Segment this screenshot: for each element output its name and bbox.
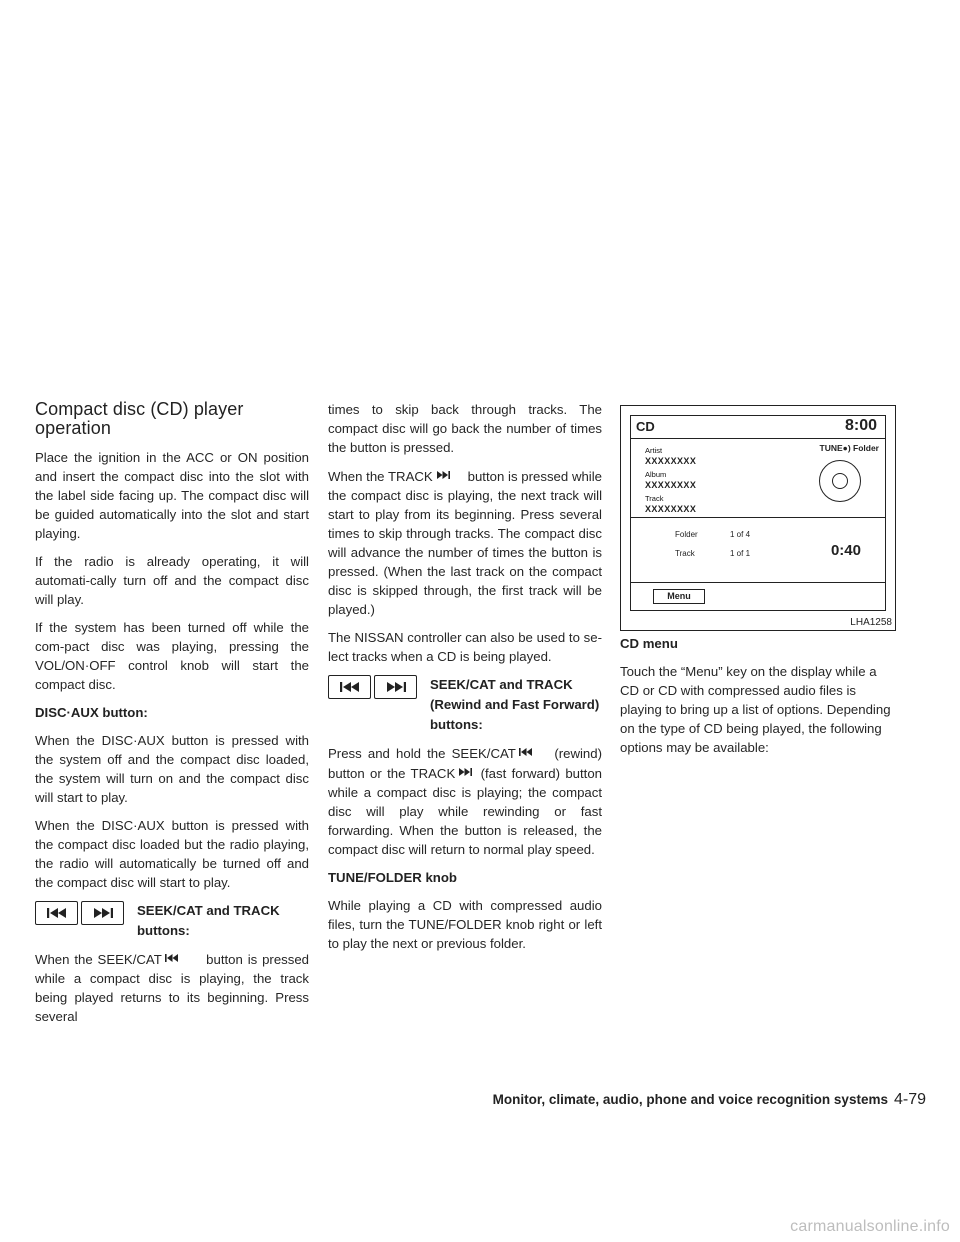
button-pair-illustration: [35, 901, 127, 925]
column-2: [328, 400, 602, 962]
cd-display-figure: [620, 405, 896, 631]
skip-back-icon: [35, 901, 78, 925]
paragraph: If the radio is already operating, it will automati-cally turn off and the compact disc will play.: [35, 554, 309, 607]
paragraph: If the system has been turned off while the com-pact disc was playing, pressing the VOL/ON·OFF control knob will start the compact disc.: [35, 620, 309, 692]
tune-folder-hint: TUNE●) Folder: [819, 443, 879, 453]
paragraph: [328, 743, 602, 859]
page-number: 4-79: [893, 1091, 926, 1108]
button-pair-illustration: [328, 675, 420, 699]
skip-back-icon: [164, 949, 180, 959]
paragraph: Place the ignition in the ACC or ON position and insert the compact disc into the slot with the label side facing up. The compact disc will be guided automatically into the slot and start playing.: [35, 450, 309, 541]
divider: [631, 582, 885, 583]
album-label: Album: [645, 470, 667, 479]
figure-code: LHA1258: [850, 617, 892, 628]
menu-button[interactable]: Menu: [653, 589, 705, 604]
cd-display-screen: [630, 415, 886, 611]
section-title: Compact disc (CD) player operation: [35, 399, 244, 438]
text-run: (fast forward) button while a compact disc is playing; the compact disc will play while rewinding or fast forwarding. When the button is released, the compact disc will return to normal play speed.: [328, 766, 602, 857]
column-3: [620, 634, 896, 766]
folder-label: Folder: [675, 530, 698, 539]
skip-forward-icon: [81, 901, 124, 925]
text-run: (rewind) button or the TRACK: [328, 746, 602, 781]
paragraph: The NISSAN controller can also be used to se-lect tracks when a CD is being played.: [328, 630, 602, 664]
paragraph: When the DISC·AUX button is pressed with the system off and the compact disc loaded, the system will turn on and the compact disc will start to play.: [35, 733, 309, 805]
text-run: When the TRACK: [328, 469, 433, 484]
elapsed-time: 0:40: [830, 542, 861, 559]
paragraph: When the DISC·AUX button is pressed with the compact disc loaded but the radio playing, the radio will automatically be turned off and the compact disc will start to play.: [35, 818, 309, 890]
track-label: Track: [645, 494, 664, 503]
column-1: [35, 400, 309, 1035]
source-label: CD: [636, 419, 655, 434]
folder-count: 1 of 4: [730, 530, 751, 539]
album-value: XXXXXXXX: [645, 480, 697, 490]
paragraph: Touch the “Menu” key on the display while a CD or CD with compressed audio files is playing to bring up a list of options. Depending on the type of CD being played, the following options may be available:: [620, 664, 891, 755]
disc-hub: [832, 473, 848, 489]
disc-aux-heading: DISC·AUX button:: [35, 705, 148, 720]
text-run: When the SEEK/CAT: [35, 952, 162, 967]
paragraph: [35, 949, 309, 1026]
page-footer: [493, 1091, 926, 1109]
seek-track-buttons-row: [35, 901, 309, 941]
track-count: 1 of 1: [730, 549, 751, 558]
disc-icon: [819, 460, 861, 502]
rewind-forward-heading: SEEK/CAT and TRACK (Rewind and Fast Forward) buttons:: [430, 677, 600, 732]
seek-track-heading: SEEK/CAT and TRACK buttons:: [137, 903, 280, 938]
tune-folder-heading: TUNE/FOLDER knob: [328, 870, 457, 885]
watermark: carmanualsonline.info: [790, 1218, 950, 1235]
rewind-forward-buttons-row: [328, 675, 602, 735]
clock: 8:00: [844, 417, 877, 434]
skip-forward-icon: [435, 466, 451, 476]
track-value: XXXXXXXX: [645, 504, 697, 514]
footer-section-name: Monitor, climate, audio, phone and voice recognition systems: [492, 1092, 888, 1107]
cd-menu-heading: CD menu: [620, 636, 678, 651]
text-run: button is pressed while the compact disc is playing, the next track will start to play from its beginning. Press several times to skip through tracks. The compact disc will advance the number of times the button is pressed. (When the last track on the compact disc is skipped through, the first track will be played.): [328, 469, 602, 617]
track-count-label: Track: [675, 549, 695, 558]
paragraph: times to skip back through tracks. The compact disc will go back the number of times the button is pressed.: [328, 402, 602, 455]
paragraph: While playing a CD with compressed audio files, turn the TUNE/FOLDER knob right or left to play the next or previous folder.: [328, 898, 602, 951]
skip-back-icon: [518, 743, 534, 753]
skip-forward-icon: [374, 675, 417, 699]
text-run: Press and hold the SEEK/CAT: [328, 746, 516, 761]
skip-forward-icon: [457, 763, 473, 773]
paragraph: [328, 466, 602, 619]
divider: [631, 517, 885, 518]
artist-label: Artist: [645, 446, 663, 455]
skip-back-icon: [328, 675, 371, 699]
artist-value: XXXXXXXX: [645, 456, 697, 466]
text-run: button is pressed while a compact disc is playing, the track being played returns to its beginning. Press several: [35, 952, 310, 1024]
